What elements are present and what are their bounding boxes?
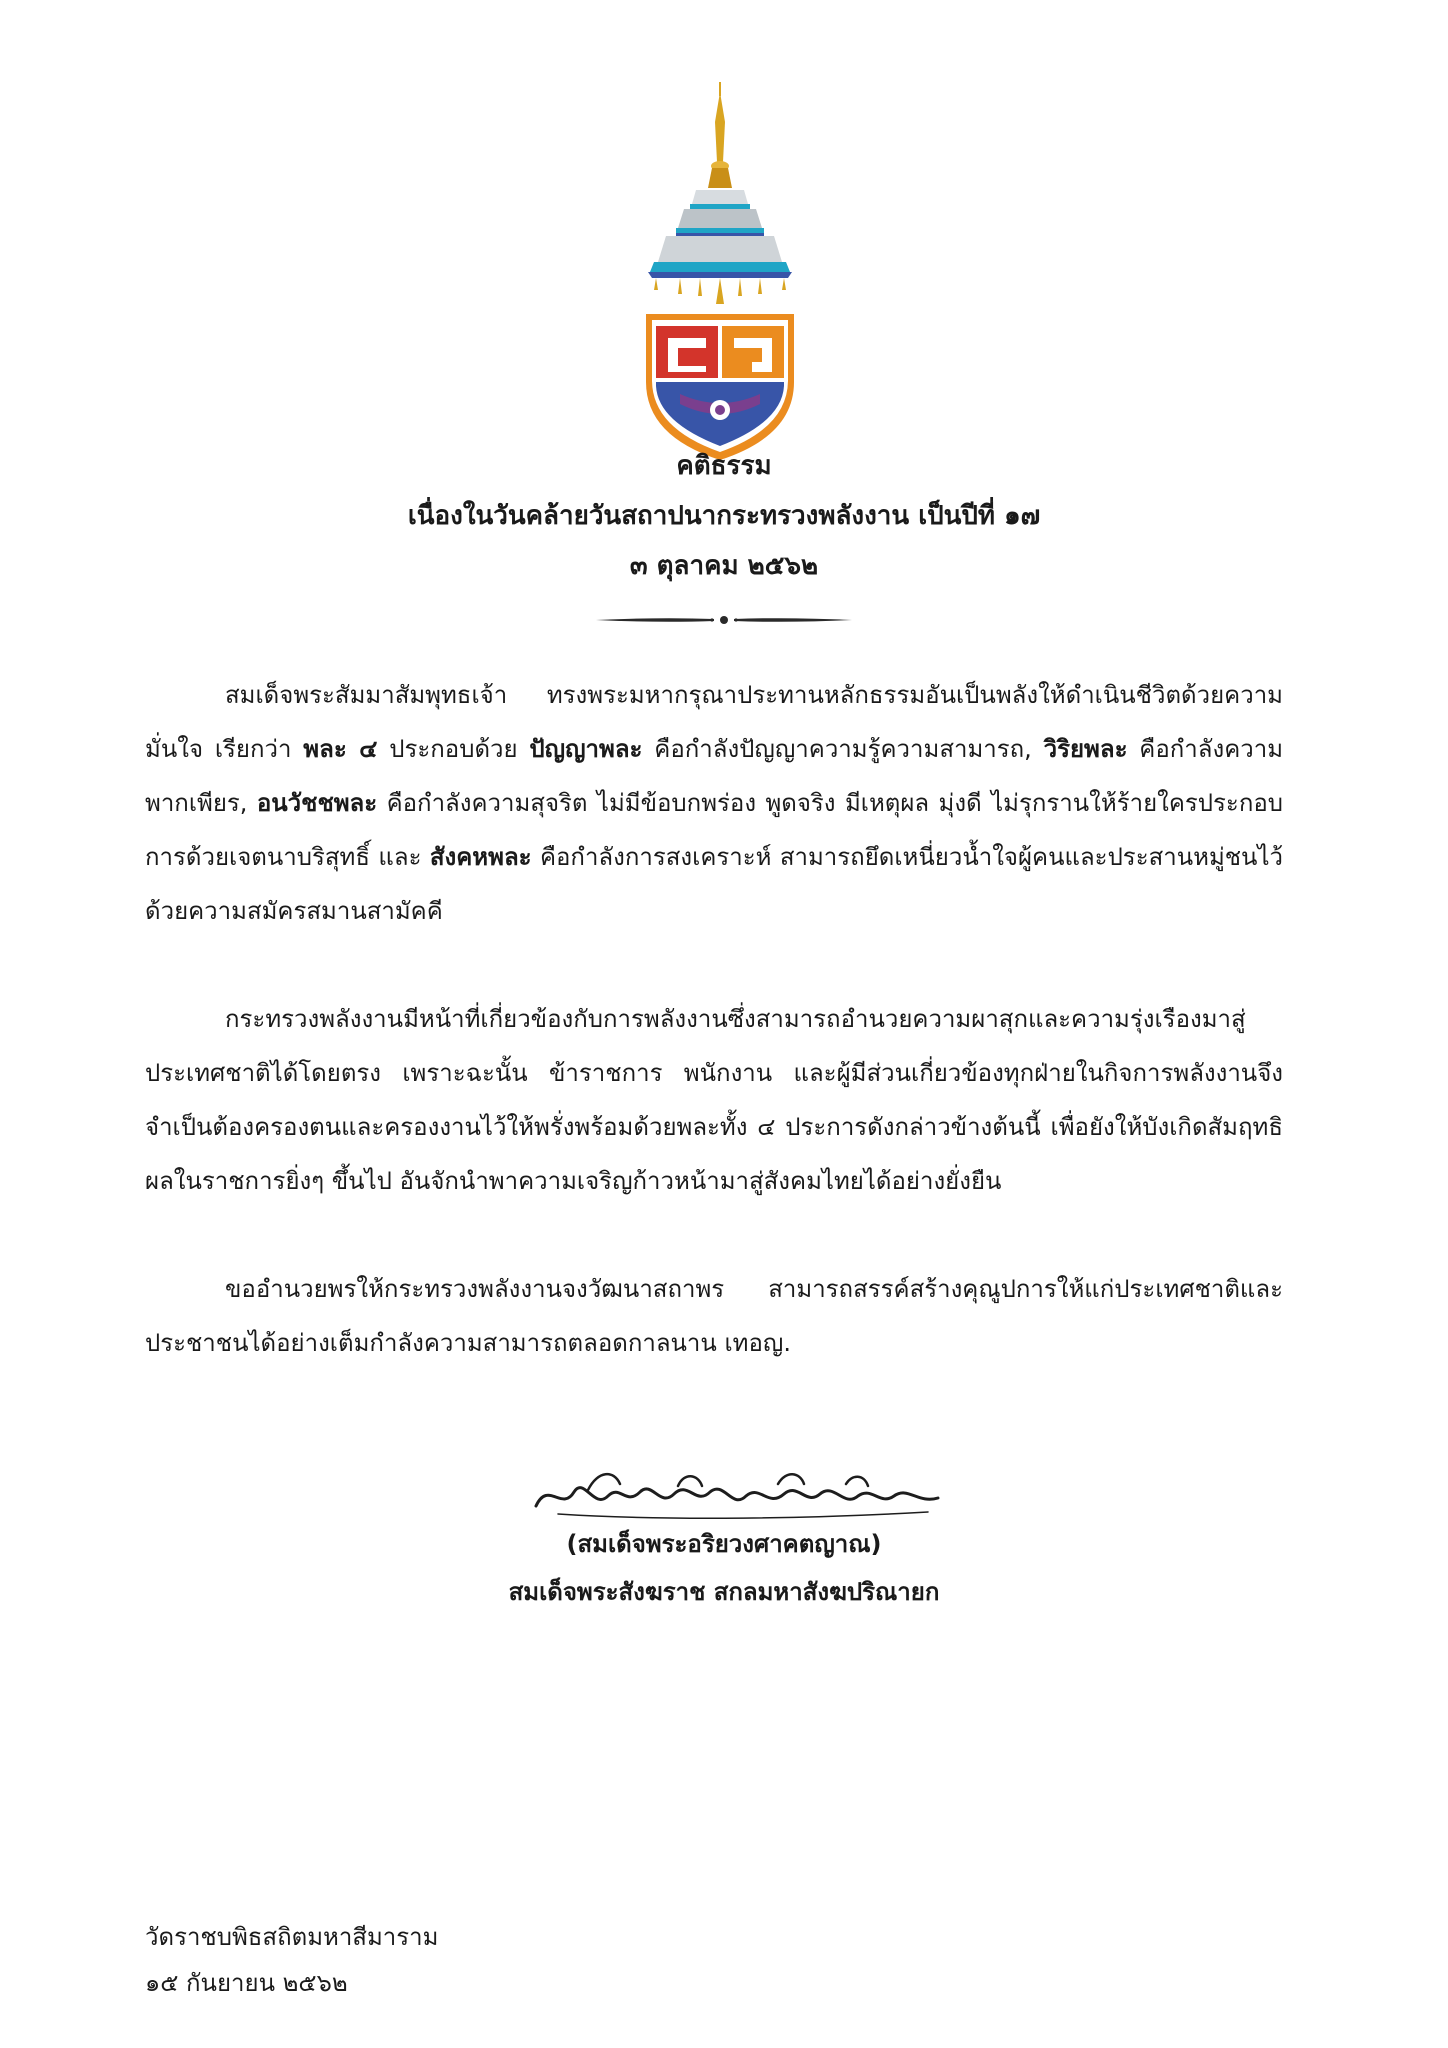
paragraph-text: คือกำลังการสงเคราะห์ สามารถยึดเหนี่ยวน้ำใจผู้คนและประสานหมู่ชนไว้ด้วยความสมัครสมานสามัคคี: [145, 843, 1283, 925]
document-title: คติธรรม: [676, 451, 772, 481]
document-occasion: เนื่องในวันคล้ายวันสถาปนากระทรวงพลังงาน เป็นปีที่ ๑๗: [407, 501, 1041, 531]
paragraph-text: ประกอบด้วย: [377, 735, 530, 763]
paragraph-text: คือกำลังความพากเพียร,: [145, 735, 1284, 817]
paragraph-ministry-duty: กระทรวงพลังงานมีหน้าที่เกี่ยวข้องกับการพลังงานซึ่งสามารถอำนวยความผาสุกและความรุ่งเรืองมาสู่ประเทศชาติได้โดยตรง เพราะฉะนั้น ข้าราชการ พนักงาน และผู้มีส่วนเกี่ยวข้องทุกฝ่ายในกิจการพลังงานจึงจำเป็นต้องครองตนและครองงานไว้ให้พรั่งพร้อมด้วยพละทั้ง ๔ ประการดังกล่าวข้างต้นนี้ เพื่อยังให้บังเกิดสัมฤทธิผลในราชการยิ่งๆ ขึ้นไป อันจักนำพาความเจริญก้าวหน้ามาสู่สังคมไทยได้อย่างยั่งยืน: [145, 1005, 1283, 1195]
footer-place: วัดราชบพิธสถิตมหาสีมาราม: [145, 1923, 439, 1951]
bold-term: วิริยพละ: [1043, 735, 1128, 763]
paragraph-text: คือกำลังความสุจริต ไม่มีข้อบกพร่อง พูดจริง มีเหตุผล มุ่งดี ไม่รุกรานให้ร้ายใครประกอบการด้วยเจตนาบริสุทธิ์ และ: [145, 789, 1284, 871]
bold-term: อนวัชชพละ: [256, 789, 378, 817]
paragraph-blessing: ขออำนวยพรให้กระทรวงพลังงานจงวัฒนาสถาพร สามารถสรรค์สร้างคุณูปการให้แก่ประเทศชาติและประชาชนได้อย่างเต็มกำลังความสามารถตลอดกาลนาน เทอญ.: [145, 1275, 1283, 1357]
footer-date: ๑๕ กันยายน ๒๕๖๒: [145, 1969, 348, 1997]
bold-term: สังคหพละ: [429, 843, 532, 871]
handwritten-signature-icon: [528, 1462, 948, 1524]
signer-title: สมเด็จพระสังฆราช สกลมหาสังฆปริณายก: [508, 1578, 940, 1606]
paragraph-text: คือกำลังปัญญาความรู้ความสามารถ,: [642, 735, 1044, 763]
bold-term: พละ ๔: [303, 735, 378, 763]
ornamental-divider-icon: [596, 612, 852, 628]
paragraph-text: สมเด็จพระสัมมาสัมพุทธเจ้า ทรงพระมหากรุณาประทานหลักธรรมอันเป็นพลังให้ดำเนินชีวิตด้วยความมั่นใจ เรียกว่า: [145, 681, 1283, 763]
bold-term: ปัญญาพละ: [529, 735, 643, 763]
ministry-emblem: [640, 82, 800, 462]
document-date: ๓ ตุลาคม ๒๕๖๒: [629, 551, 819, 581]
signer-name: (สมเด็จพระอริยวงศาคตญาณ): [566, 1530, 882, 1558]
paragraph-five-powers: [145, 668, 1283, 938]
